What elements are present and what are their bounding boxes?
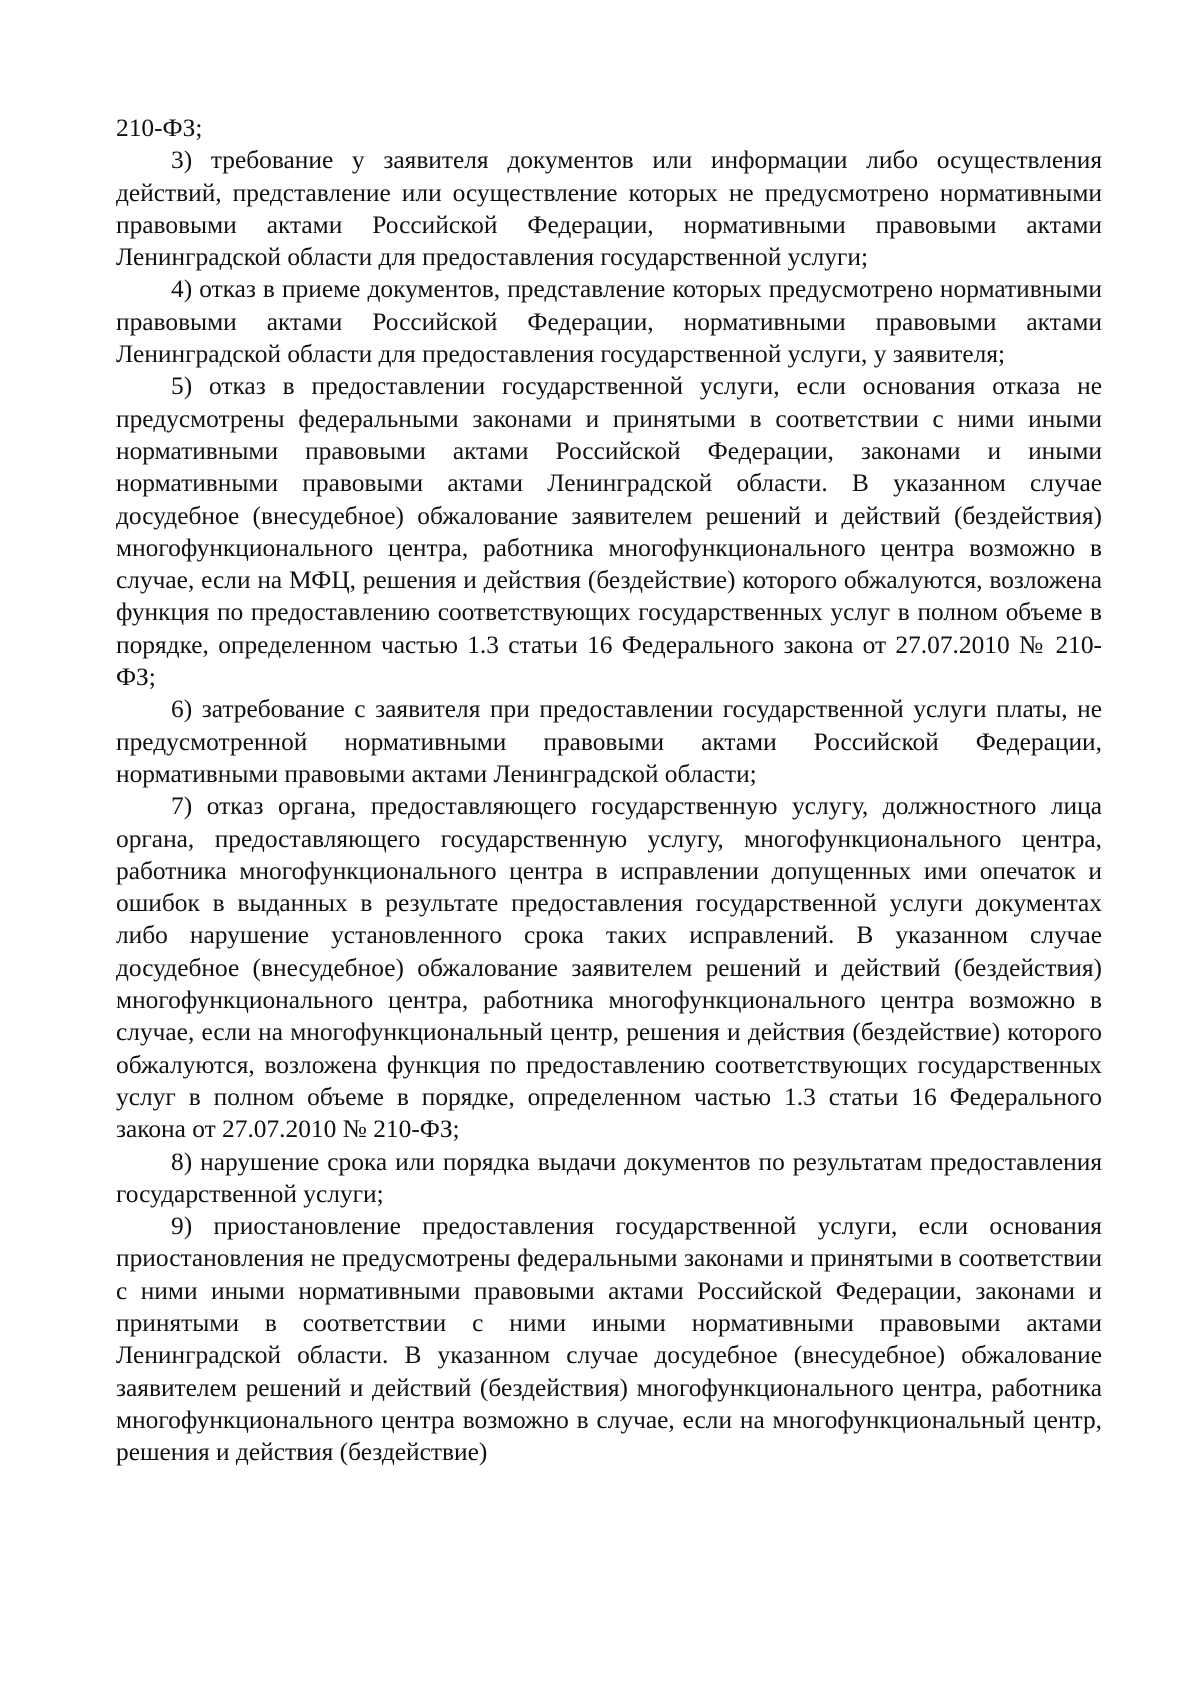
document-page (116, 112, 1102, 1468)
paragraph-item-8: 8) нарушение срока или порядка выдачи документов по результатам предоставления государственной услуги; (116, 1147, 1102, 1208)
paragraph-item-5: 5) отказ в предоставлении государственной услуги, если основания отказа не предусмотрены федеральными законами и принятыми в соответствии с ними иными нормативными правовыми актами Российской Федерации, законами и иными нормативными правовыми актами Ленинградской области. В указанном случае досудебное (внесудебное) обжалование заявителем решений и действий (бездействия) многофункционального центра, работника многофункционального центра возможно в случае, если на МФЦ, решения и действия (бездействие) которого обжалуются, возложена функция по предоставлению соответствующих государственных услуг в полном объеме в порядке, определенном частью 1.3 статьи 16 Федерального закона от 27.07.2010 № 210-ФЗ; (116, 372, 1102, 692)
paragraph-continuation: 210-ФЗ; (116, 114, 203, 142)
paragraph-item-3: 3) требование у заявителя документов или информации либо осуществления действий, представление или осуществление которых не предусмотрено нормативными правовыми актами Российской Федерации, нормативными правовыми актами Ленинградской области для предоставления государственной услуги; (116, 146, 1102, 272)
paragraph-item-4: 4) отказ в приеме документов, представление которых предусмотрено нормативными правовыми актами Российской Федерации, нормативными правовыми актами Ленинградской области для предоставления государственной услуги, у заявителя; (116, 275, 1102, 369)
paragraph-item-7: 7) отказ органа, предоставляющего государственную услугу, должностного лица органа, предоставляющего государственную услугу, многофункционального центра, работника многофункционального центра в исправлении допущенных ими опечаток и ошибок в выданных в результате предоставления государственной услуги документах либо нарушение установленного срока таких исправлений. В указанном случае досудебное (внесудебное) обжалование заявителем решений и действий (бездействия) многофункционального центра, работника многофункционального центра возможно в случае, если на многофункциональный центр, решения и действия (бездействие) которого обжалуются, возложена функция по предоставлению соответствующих государственных услуг в полном объеме в порядке, определенном частью 1.3 статьи 16 Федерального закона от 27.07.2010 № 210-ФЗ; (116, 792, 1102, 1144)
paragraph-item-6: 6) затребование с заявителя при предоставлении государственной услуги платы, не предусмотренной нормативными правовыми актами Российской Федерации, нормативными правовыми актами Ленинградской области; (116, 695, 1102, 788)
paragraph-item-9: 9) приостановление предоставления государственной услуги, если основания приостановления не предусмотрены федеральными законами и принятыми в соответствии с ними иными нормативными правовыми актами Российской Федерации, законами и принятыми в соответствии с ними иными нормативными правовыми актами Ленинградской области. В указанном случае досудебное (внесудебное) обжалование заявителем решений и действий (бездействия) многофункционального центра, работника многофункционального центра возможно в случае, если на многофункциональный центр, решения и действия (бездействие) (116, 1212, 1102, 1467)
